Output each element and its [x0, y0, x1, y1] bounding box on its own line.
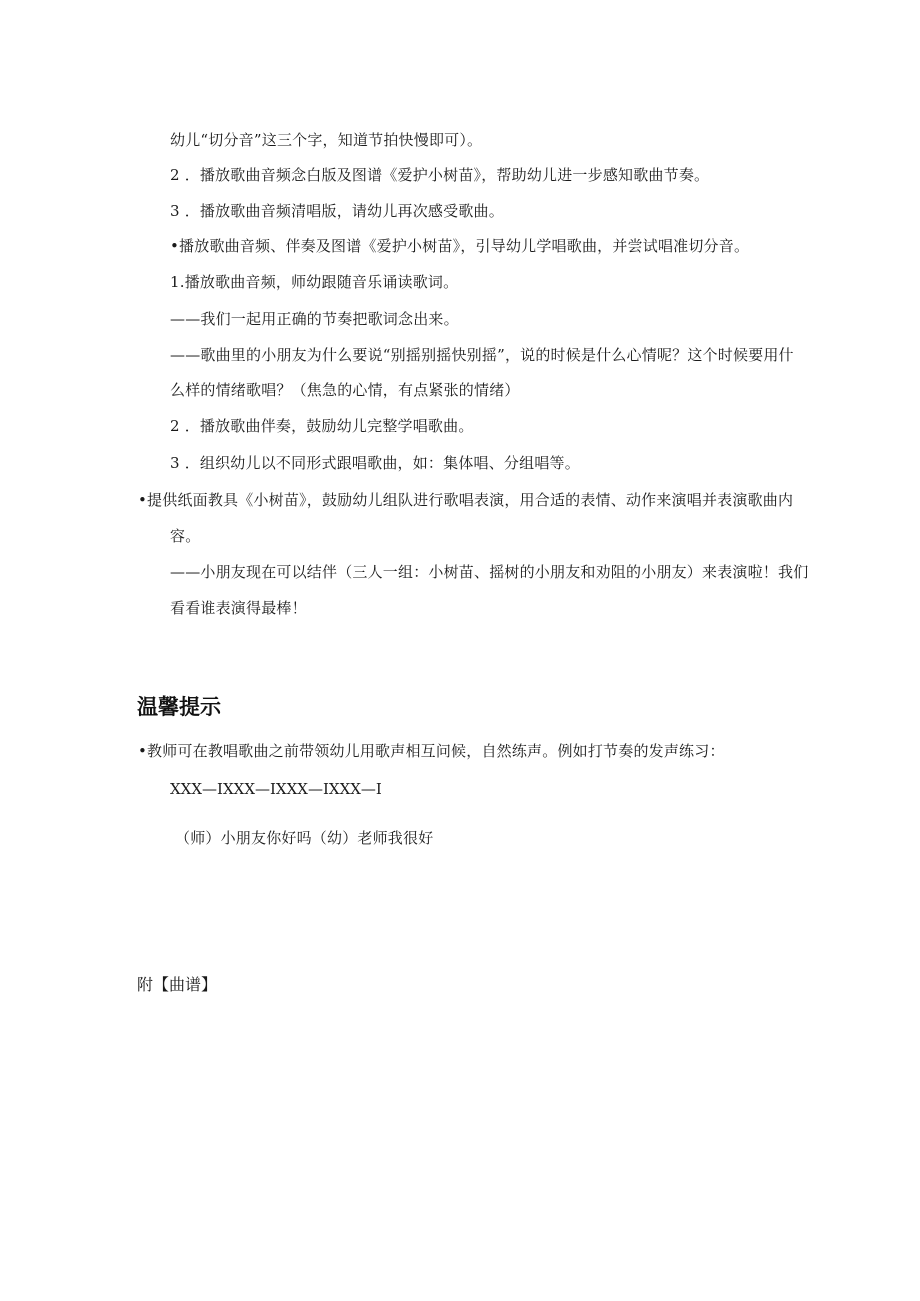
- body-line-11: •提供纸面教具《小树苗》，鼓励幼儿组队进行歌唱表演，用合适的表情、动作来演唱并表演歌曲内: [138, 491, 794, 509]
- body-line-9: 2 ．播放歌曲伴奏，鼓励幼儿完整学唱歌曲。: [170, 417, 474, 435]
- body-line-13: ——小朋友现在可以结伴（三人一组：小树苗、摇树的小朋友和劝阻的小朋友）来表演啦！我们: [170, 563, 809, 581]
- body-line-8: 么样的情绪歌唱？（焦急的心情，有点紧张的情绪）: [170, 381, 520, 399]
- greeting-dialogue: （师）小朋友你好吗（幼）老师我很好: [175, 829, 434, 847]
- tips-bullet: •教师可在教唱歌曲之前带领幼儿用歌声相互问候，自然练声。例如打节奏的发声练习：: [138, 742, 725, 760]
- body-line-4: •播放歌曲音频、伴奏及图谱《爱护小树苗》，引导幼儿学唱歌曲，并尝试唱准切分音。: [170, 237, 750, 255]
- rhythm-pattern: XXX—IXXX—IXXX—IXXX—I: [170, 780, 382, 798]
- body-line-3: 3 ．播放歌曲音频清唱版，请幼儿再次感受歌曲。: [170, 202, 504, 220]
- body-line-7: ——歌曲里的小朋友为什么要说“别摇别摇快别摇”，说的时候是什么心情呢？这个时候要用什: [170, 346, 794, 364]
- body-line-14: 看看谁表演得最棒！: [170, 599, 307, 617]
- body-line-12: 容。: [170, 527, 201, 545]
- appendix-label: 附【曲谱】: [137, 975, 218, 994]
- body-line-10: 3 ．组织幼儿以不同形式跟唱歌曲，如：集体唱、分组唱等。: [170, 454, 580, 472]
- body-line-6: ——我们一起用正确的节奏把歌词念出来。: [170, 310, 459, 328]
- body-line-2: 2 ．播放歌曲音频念白版及图谱《爱护小树苗》，帮助幼儿进一步感知歌曲节奏。: [170, 166, 710, 184]
- tips-heading: 温馨提示: [137, 695, 221, 719]
- body-line-1: 幼儿“切分音”这三个字，知道节拍快慢即可）。: [170, 131, 483, 149]
- body-line-5: 1.播放歌曲音频，师幼跟随音乐诵读歌词。: [170, 273, 459, 291]
